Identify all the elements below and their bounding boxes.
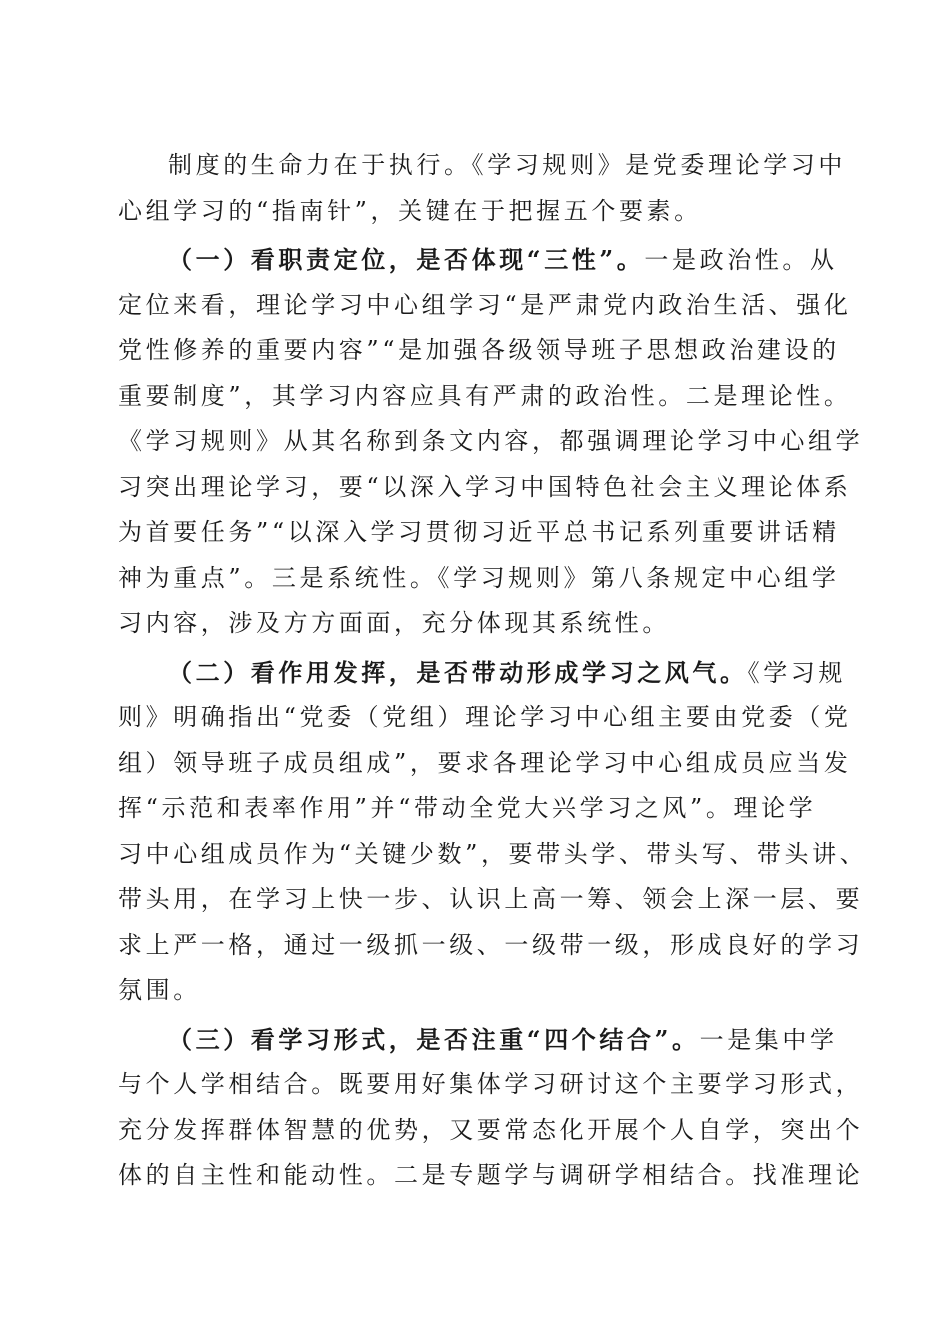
paragraph-intro [118, 143, 846, 234]
text-line: 《学习规则》从其名称到条文内容，都强调理论学习中心组学 [118, 427, 864, 455]
text-line: 组）领导班子成员组成”，要求各理论学习中心组成员应当发 [118, 748, 852, 777]
paragraph-section-1 [118, 237, 864, 647]
text-line: 带头用，在学习上快一步、认识上高一筹、领会上深一层、要 [118, 885, 864, 913]
text-line: 则》明确指出“党委（党组）理论学习中心组主要由党委（党 [118, 703, 852, 731]
text-line: 与个人学相结合。既要用好集体学习研讨这个主要学习形式， [118, 1070, 864, 1098]
text-line: 氛围。 [118, 976, 201, 1004]
text-line: （一）看职责定位，是否体现“三性”。一是政治性。从 [168, 245, 838, 274]
text-line: 为首要任务”“以深入学习贯彻习近平总书记系列重要讲话精 [118, 518, 840, 546]
text-line: （二）看作用发挥，是否带动形成学习之风气。《学习规 [168, 657, 847, 687]
text-line: 神为重点”。三是系统性。《学习规则》第八条规定中心组学 [118, 563, 840, 592]
paragraph-section-2 [118, 650, 868, 1014]
text-line: 党性修养的重要内容”“是加强各级领导班子思想政治建设的 [118, 336, 840, 364]
text-line: （三）看学习形式，是否注重“四个结合”。一是集中学 [168, 1024, 838, 1054]
text-line: 求上严一格，通过一级抓一级、一级带一级，形成良好的学习 [118, 930, 864, 959]
section-heading: （一）看职责定位，是否体现“三性”。 [168, 245, 645, 274]
text-line: 重要制度”，其学习内容应具有严肃的政治性。二是理论性。 [118, 381, 852, 410]
document-body [118, 143, 868, 1199]
text-line: 充分发挥群体智慧的优势，又要常态化开展个人自学，突出个 [118, 1115, 864, 1144]
section-heading: （三）看学习形式，是否注重“四个结合”。 [168, 1024, 700, 1054]
text-line: 体的自主性和能动性。二是专题学与调研学相结合。找准理论 [118, 1161, 864, 1189]
section-heading: （二）看作用发挥，是否带动形成学习之风气。 [168, 657, 748, 687]
text-line: 定位来看，理论学习中心组学习“是严肃党内政治生活、强化 [118, 290, 852, 319]
text-line: 习突出理论学习，要“以深入学习中国特色社会主义理论体系 [118, 472, 852, 501]
text-line: 制度的生命力在于执行。《学习规则》是党委理论学习中 [168, 151, 846, 179]
text-line: 挥“示范和表率作用”并“带动全党大兴学习之风”。理论学 [118, 794, 817, 822]
text-line: 习内容，涉及方方面面，充分体现其系统性。 [118, 609, 670, 637]
text-line: 习中心组成员作为“关键少数”，要带头学、带头写、带头讲、 [118, 839, 868, 868]
text-line: 心组学习的“指南针”，关键在于把握五个要素。 [118, 196, 702, 225]
paragraph-section-3 [118, 1017, 864, 1199]
